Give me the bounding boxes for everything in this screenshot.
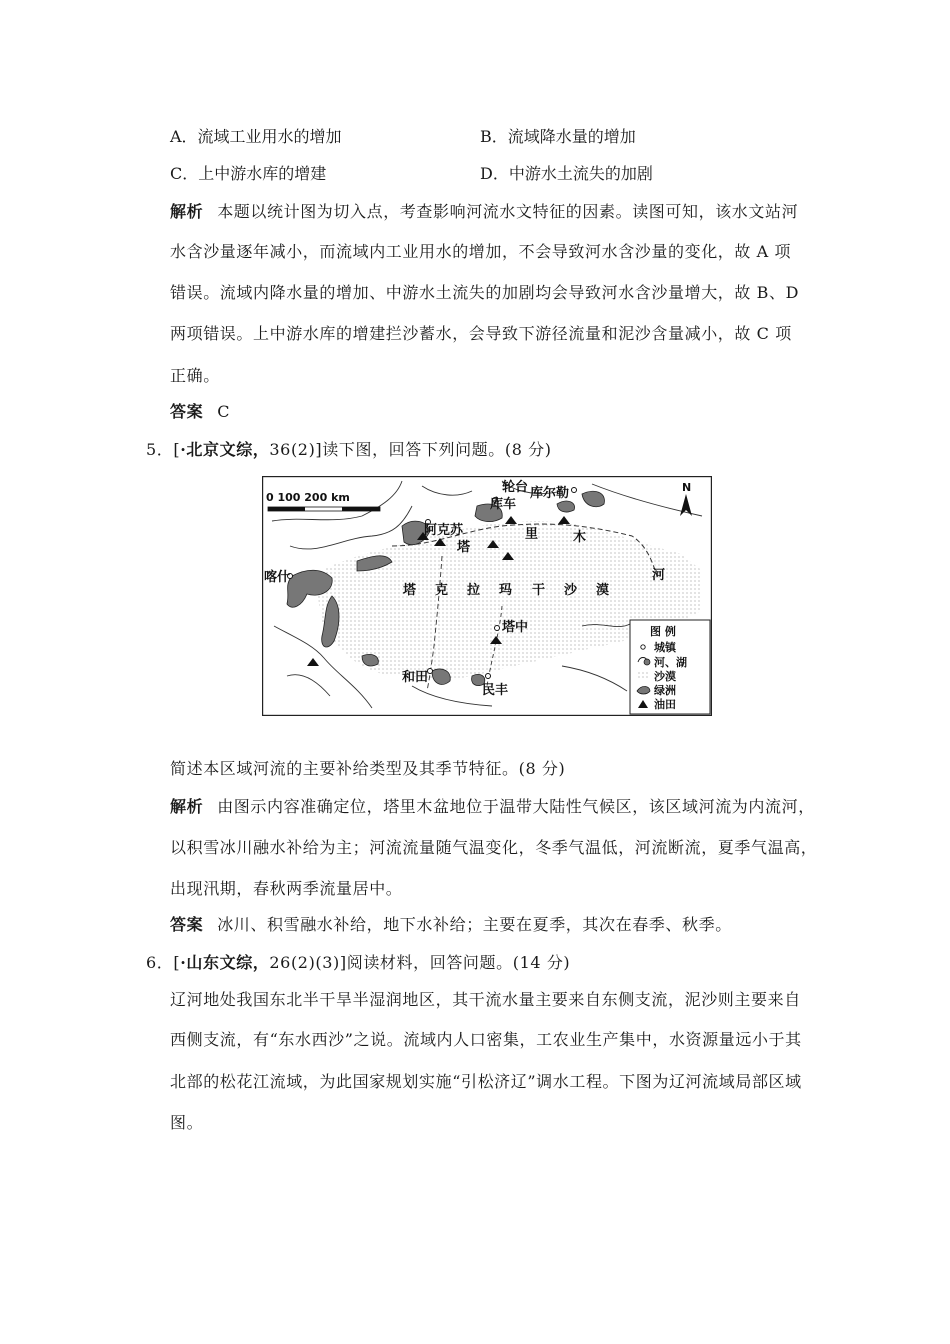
legend-oilfield: 油田 [654, 698, 676, 711]
answer-label: 答案 [170, 402, 204, 421]
q6-line-3: 北部的松花江流域，为此国家规划实施“引松济辽”调水工程。下图为辽河流域局部区域 [170, 1072, 802, 1091]
q6-line-1: 辽河地处我国东北半干旱半湿润地区，其干流水量主要来自东侧支流，泥沙则主要来自 [170, 990, 801, 1009]
q5-analysis-line-2: 以积雪冰川融水补给为主；河流流量随气温变化，冬季气温低，河流断流，夏季气温高， [170, 838, 818, 857]
q4-answer [170, 402, 230, 422]
city-kuche: 库车 [490, 497, 517, 512]
city-tazhong: 塔中 [502, 620, 529, 635]
tarim-basin-map [262, 476, 712, 716]
north-label: N [682, 481, 692, 494]
option-b: B．流域降水量的增加 [480, 127, 636, 146]
q5-analysis-line-3: 出现汛期，春秋两季流量居中。 [170, 879, 403, 898]
q5-answer: 答案 冰川、积雪融水补给，地下水补给；主要在夏季，其次在春季、秋季。 [170, 915, 732, 934]
option-c: C．上中游水库的增建 [170, 164, 327, 183]
desert-char-5: 干 [532, 583, 546, 598]
q6-line-2: 西侧支流，有“东水西沙”之说。流域内人口密集，工农业生产集中，水资源量远小于其 [170, 1030, 802, 1049]
city-luntai: 轮台 [502, 480, 529, 495]
desert-char-3: 拉 [467, 583, 481, 598]
option-a: A．流域工业用水的增加 [170, 127, 342, 146]
scale-label: 0 100 200 km [266, 491, 350, 504]
city-minfeng: 民丰 [482, 683, 509, 698]
q5-analysis-line-1: 解析 由图示内容准确定位，塔里木盆地位于温带大陆性气候区，该区域河流为内流河， [170, 797, 815, 816]
q4-analysis-line-4: 两项错误。上中游水库的增建拦沙蓄水，会导致下游径流量和泥沙含量减小，故 C 项 [170, 324, 792, 343]
desert-char-4: 玛 [499, 583, 513, 598]
river-char-3: 木 [573, 530, 587, 545]
city-hetian: 和田 [402, 670, 429, 685]
river-char-2: 里 [525, 527, 539, 542]
q4-analysis-line-3: 错误。流域内降水量的增加、中游水土流失的加剧均会导致河水含沙量增大，故 B、D [170, 283, 800, 302]
q5-header: 5．[·北京文综，36(2)]读下图，回答下列问题。(8 分) [146, 440, 552, 459]
legend-desert: 沙漠 [654, 670, 676, 683]
city-kuerle: 库尔勒 [530, 486, 570, 501]
legend-river-lake: 河、湖 [654, 656, 687, 669]
q4-analysis-line-2: 水含沙量逐年减小，而流域内工业用水的增加，不会导致河水含沙量的变化，故 A 项 [170, 242, 792, 261]
legend-title: 图 例 [650, 625, 676, 638]
legend-town: 城镇 [654, 641, 676, 654]
q5-prompt: 简述本区域河流的主要补给类型及其季节特征。(8 分) [170, 759, 566, 778]
q4-analysis-line-1: 解析 本题以统计图为切入点，考查影响河流水文特征的因素。读图可知，该水文站河 [170, 202, 799, 221]
option-d: D．中游水土流失的加剧 [480, 164, 653, 183]
desert-char-6: 沙 [564, 583, 578, 598]
map-legend [630, 620, 710, 714]
city-kashi: 喀什 [264, 570, 291, 585]
city-akesu: 阿克苏 [424, 523, 464, 538]
analysis-label: 解析 [170, 202, 204, 221]
desert-char-1: 塔 [403, 583, 417, 598]
desert-char-7: 漠 [596, 583, 610, 598]
q6-line-4: 图。 [170, 1113, 204, 1132]
legend-oasis: 绿洲 [654, 684, 676, 697]
river-char-4: 河 [652, 568, 666, 583]
river-char-1: 塔 [457, 540, 471, 555]
desert-char-2: 克 [435, 583, 449, 598]
q6-header: 6．[·山东文综，26(2)(3)]阅读材料，回答问题。(14 分) [146, 953, 571, 972]
q4-analysis-line-5: 正确。 [170, 366, 220, 385]
answer-value: C [217, 402, 231, 421]
